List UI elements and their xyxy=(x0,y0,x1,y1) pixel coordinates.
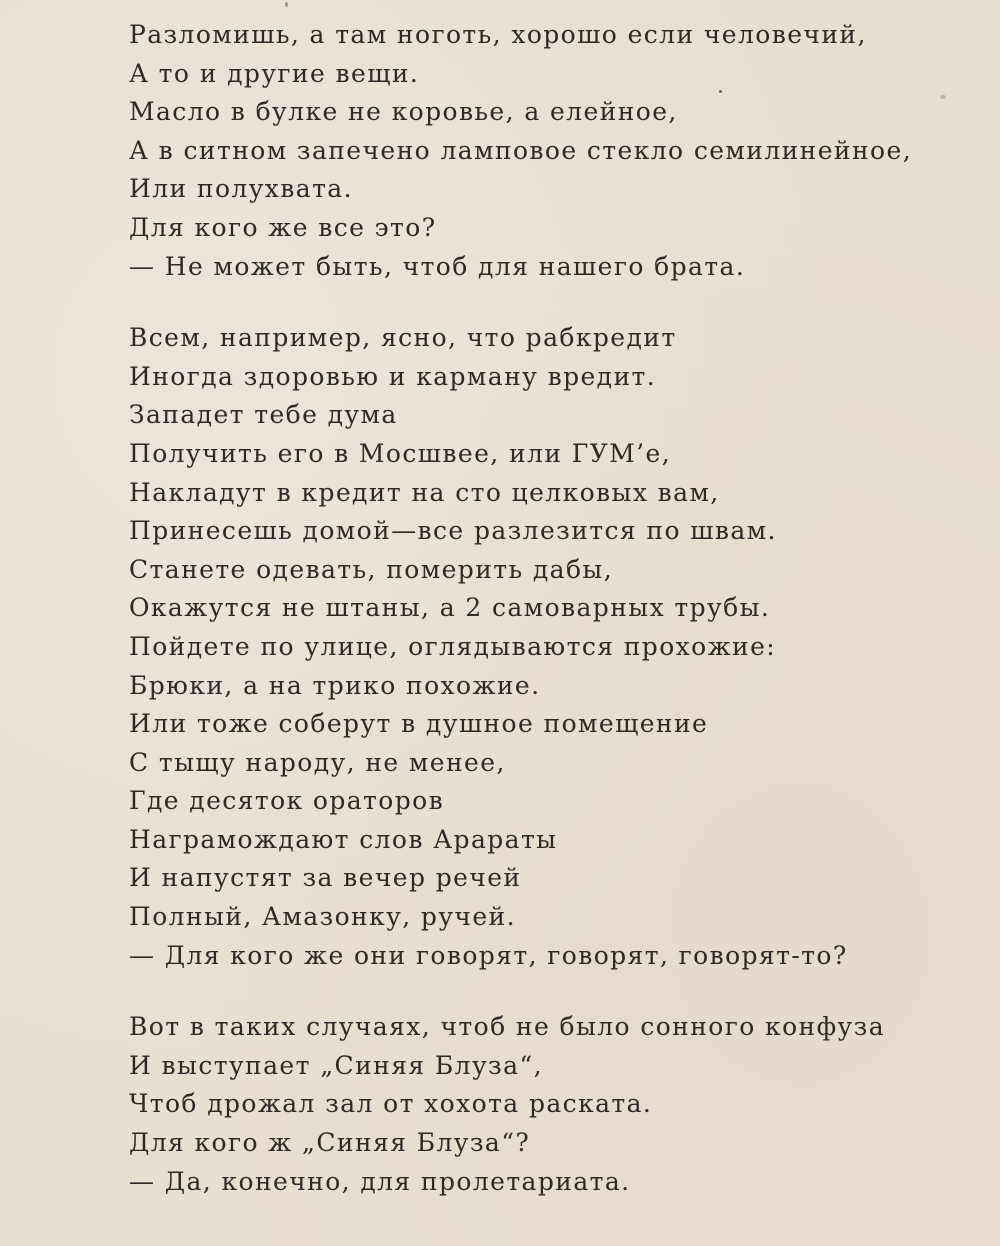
poem-line: Западет тебе дума xyxy=(129,400,398,430)
poem-line: Для кого же все это? xyxy=(129,212,437,242)
poem-line: Иногда здоровью и карману вредит. xyxy=(129,361,657,391)
poem-line: Масло в булке не коровье, а елейное, xyxy=(129,97,678,127)
poem-line: — Да, конечно, для пролетариата. xyxy=(129,1166,631,1196)
poem-line: Брюки, а на трико похожие. xyxy=(129,670,541,700)
poem-line: Где десяток ораторов xyxy=(129,786,445,816)
poem-line: Или полухвата. xyxy=(129,174,353,204)
poem-line: Для кого ж „Синяя Блуза“? xyxy=(129,1128,531,1158)
poem-line: И напустят за вечер речей xyxy=(129,863,522,893)
poem-line: Чтоб дрожал зал от хохота раската. xyxy=(129,1089,653,1119)
poem-line: Награмождают слов Арараты xyxy=(129,824,558,854)
stanza-1 xyxy=(129,16,969,286)
poem-text xyxy=(129,16,969,1201)
poem-line: Разломишь, а там ноготь, хорошо если человечий, xyxy=(129,20,867,49)
poem-line: — Не может быть, чтоб для нашего брата. xyxy=(129,251,746,281)
poem-line: Станете одевать, померить дабы, xyxy=(129,554,614,584)
poem-line: Вот в таких случаях, чтоб не было сонного конфуза xyxy=(129,1012,886,1042)
poem-line: Пойдете по улице, оглядываются прохожие: xyxy=(129,631,777,661)
poem-line: Принесешь домой—все разлезится по швам. xyxy=(129,516,777,546)
poem-line: Окажутся не штаны, а 2 самоварных трубы. xyxy=(129,593,771,623)
poem-line: С тыщу народу, не менее, xyxy=(129,747,506,777)
poem-line: А то и другие вещи. xyxy=(129,58,420,88)
paper-speck xyxy=(285,2,288,7)
poem-line: Накладут в кредит на сто целковых вам, xyxy=(129,477,720,507)
stanza-3 xyxy=(129,1008,969,1201)
poem-line: Получить его в Мосшвее, или ГУМ’е, xyxy=(129,438,672,468)
stanza-2 xyxy=(129,319,969,975)
poem-line: Всем, например, ясно, что рабкредит xyxy=(129,323,677,353)
poem-line: А в ситном запечено ламповое стекло семилинейное, xyxy=(129,135,913,165)
poem-line: Или тоже соберут в душное помещение xyxy=(129,709,709,739)
poem-line: И выступает „Синяя Блуза“, xyxy=(129,1050,543,1080)
poem-line: Полный, Амазонку, ручей. xyxy=(129,902,516,932)
poem-line: — Для кого же они говорят, говорят, говорят-то? xyxy=(129,940,848,970)
